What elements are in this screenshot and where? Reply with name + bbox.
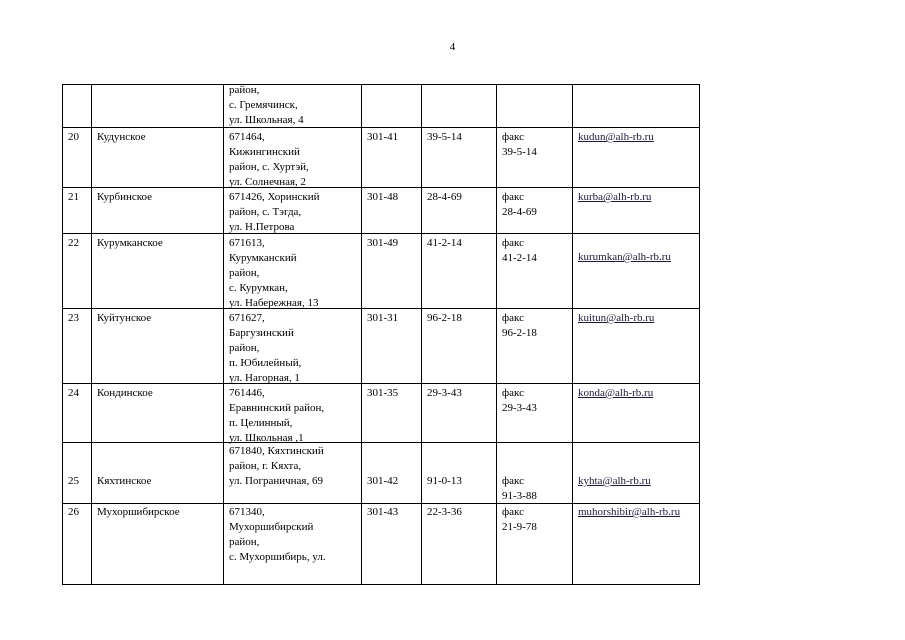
email-link[interactable]: kyhta@alh-rb.ru (578, 475, 651, 487)
table-row (62, 443, 700, 504)
cell-name (91, 443, 223, 504)
phone-code: 301-31 (367, 312, 399, 324)
fax-number: факс 41-2-14 (502, 237, 537, 264)
address-text: 671464, Кижингинский район, с. Хуртэй, ул. Солнечная, 2 (229, 131, 309, 188)
cell-name (91, 234, 223, 309)
table-row (62, 309, 700, 384)
cell-phone (421, 128, 496, 188)
table-row (62, 384, 700, 443)
cell-name (91, 309, 223, 384)
row-number: 21 (68, 191, 79, 203)
cell-name (91, 128, 223, 188)
cell-email (572, 84, 700, 128)
address-text: 671840, Кяхтинский район, г. Кяхта, ул. Пограничная, 69 (229, 445, 324, 487)
cell-name (91, 84, 223, 128)
phone-code: 301-41 (367, 131, 399, 143)
cell-num (62, 384, 91, 443)
cell-code (361, 443, 421, 504)
cell-fax (496, 384, 572, 443)
cell-email (572, 443, 700, 504)
cell-num (62, 504, 91, 585)
cell-phone (421, 188, 496, 234)
cell-address (223, 309, 361, 384)
cell-phone (421, 384, 496, 443)
phone-code: 301-48 (367, 191, 399, 203)
row-number: 22 (68, 237, 79, 249)
cell-address (223, 504, 361, 585)
cell-fax (496, 504, 572, 585)
phone-number: 41-2-14 (427, 237, 462, 249)
fax-number: факс 91-3-88 (502, 475, 537, 502)
table-row (62, 504, 700, 585)
phone-code: 301-49 (367, 237, 399, 249)
cell-code (361, 504, 421, 585)
cell-email (572, 504, 700, 585)
cell-code (361, 188, 421, 234)
fax-number: факс 96-2-18 (502, 312, 537, 339)
phone-code: 301-42 (367, 475, 399, 487)
email-link[interactable]: konda@alh-rb.ru (578, 387, 654, 399)
cell-address (223, 128, 361, 188)
table-row (62, 128, 700, 188)
cell-email (572, 128, 700, 188)
fax-number: факс 39-5-14 (502, 131, 537, 158)
cell-name (91, 188, 223, 234)
cell-code (361, 128, 421, 188)
table-row-continued (62, 84, 700, 128)
cell-phone (421, 443, 496, 504)
phone-code: 301-35 (367, 387, 399, 399)
cell-phone (421, 234, 496, 309)
cell-num (62, 188, 91, 234)
phone-number: 22-3-36 (427, 506, 462, 518)
fax-number: факс 28-4-69 (502, 191, 537, 218)
cell-code (361, 309, 421, 384)
cell-fax (496, 309, 572, 384)
cell-fax (496, 128, 572, 188)
address-text: 671613, Курумканский район, с. Курумкан, ул. Набережная, 13 (229, 237, 319, 309)
address-text: 761446, Еравнинский район, п. Целинный, ул. Школьная ,1 (229, 387, 325, 444)
row-number: 25 (68, 475, 79, 487)
cell-fax (496, 443, 572, 504)
cell-phone (421, 309, 496, 384)
cell-address (223, 443, 361, 504)
table-row (62, 188, 700, 234)
email-link[interactable]: muhorshibir@alh-rb.ru (578, 506, 681, 518)
cell-num (62, 234, 91, 309)
cell-code (361, 384, 421, 443)
forestry-name: Куйтунское (97, 312, 152, 324)
cell-fax (496, 234, 572, 309)
phone-number: 91-0-13 (427, 475, 462, 487)
cell-email (572, 309, 700, 384)
row-number: 24 (68, 387, 79, 399)
address-text: район, с. Гремячинск, ул. Школьная, 4 (229, 84, 304, 126)
cell-name (91, 384, 223, 443)
forestry-name: Кудунское (97, 131, 146, 143)
forestry-name: Курбинское (97, 191, 153, 203)
cell-fax (496, 188, 572, 234)
cell-address (223, 84, 361, 128)
row-number: 20 (68, 131, 79, 143)
forestry-name: Кяхтинское (97, 475, 152, 487)
email-link[interactable]: kuitun@alh-rb.ru (578, 312, 655, 324)
email-link[interactable]: kudun@alh-rb.ru (578, 131, 654, 143)
page-number: 4 (449, 41, 456, 53)
cell-name (91, 504, 223, 585)
phone-number: 96-2-18 (427, 312, 462, 324)
row-number: 23 (68, 312, 79, 324)
cell-phone (421, 504, 496, 585)
cell-address (223, 384, 361, 443)
email-link[interactable]: kurba@alh-rb.ru (578, 191, 652, 203)
phone-number: 28-4-69 (427, 191, 462, 203)
cell-fax (496, 84, 572, 128)
fax-number: факс 29-3-43 (502, 387, 537, 414)
address-text: 671426, Хоринский район, с. Тэгда, ул. Н.Петрова (229, 191, 320, 233)
address-text: 671340, Мухоршибирский район, с. Мухоршибирь, ул. (229, 506, 326, 563)
forestry-name: Кондинское (97, 387, 153, 399)
cell-num (62, 309, 91, 384)
fax-number: факс 21-9-78 (502, 506, 537, 533)
row-number: 26 (68, 506, 79, 518)
forestry-name: Мухоршибирское (97, 506, 180, 518)
phone-code: 301-43 (367, 506, 399, 518)
phone-number: 39-5-14 (427, 131, 462, 143)
table-row (62, 234, 700, 309)
cell-code (361, 234, 421, 309)
cell-num (62, 84, 91, 128)
phone-number: 29-3-43 (427, 387, 462, 399)
cell-num (62, 443, 91, 504)
cell-code (361, 84, 421, 128)
cell-email (572, 234, 700, 309)
cell-address (223, 188, 361, 234)
cell-num (62, 128, 91, 188)
forestry-name: Курумканское (97, 237, 163, 249)
cell-phone (421, 84, 496, 128)
address-text: 671627, Баргузинский район, п. Юбилейный, ул. Нагорная, 1 (229, 312, 302, 384)
cell-address (223, 234, 361, 309)
cell-email (572, 384, 700, 443)
email-link[interactable]: kurumkan@alh-rb.ru (578, 251, 671, 263)
cell-email (572, 188, 700, 234)
